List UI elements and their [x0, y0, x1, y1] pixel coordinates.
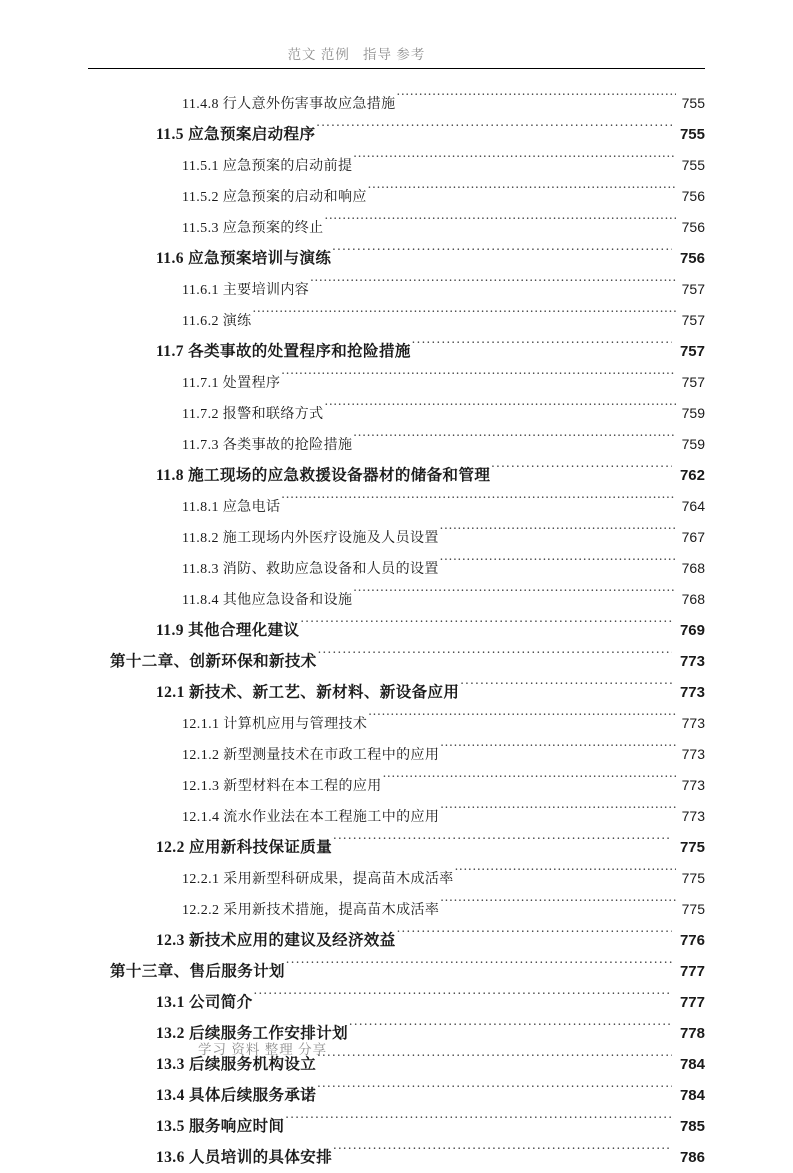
toc-entry[interactable] [0, 1142, 793, 1173]
toc-leader-dots [253, 309, 676, 325]
toc-entry-title: 11.9 其他合理化建议 [156, 622, 300, 639]
toc-leader-dots [460, 681, 672, 697]
toc-entry[interactable] [0, 367, 793, 398]
toc-leader-dots [281, 495, 676, 511]
toc-leader-dots [300, 619, 672, 635]
toc-entry-page-number: 759 [681, 436, 705, 452]
toc-entry[interactable] [0, 243, 793, 274]
header-rule [88, 68, 705, 69]
toc-entry-page-number: 775 [681, 901, 705, 917]
toc-entry-title: 11.7.2 报警和联络方式 [182, 407, 324, 422]
toc-entry[interactable] [0, 274, 793, 305]
toc-leader-dots [325, 402, 676, 418]
toc-entry-title: 11.5.2 应急预案的启动和响应 [182, 190, 367, 205]
header-watermark-text: 范文 范例 指导 参考 [287, 47, 426, 62]
toc-leader-dots [310, 278, 676, 294]
toc-entry-page-number: 755 [681, 95, 705, 111]
toc-leader-dots [397, 929, 672, 945]
toc-entry-page-number: 755 [681, 157, 705, 173]
toc-entry-title: 12.2 应用新科技保证质量 [156, 839, 333, 856]
toc-entry-title: 11.7.1 处置程序 [182, 376, 281, 391]
toc-leader-dots [383, 774, 676, 790]
toc-entry-title: 13.2 后续服务工作安排计划 [156, 1025, 349, 1042]
toc-entry[interactable] [0, 956, 793, 987]
toc-entry[interactable] [0, 491, 793, 522]
toc-entry-title: 11.5 应急预案启动程序 [156, 126, 316, 143]
toc-entry[interactable] [0, 1111, 793, 1142]
toc-entry-title: 11.8.3 消防、救助应急设备和人员的设置 [182, 562, 439, 577]
toc-entry-page-number: 764 [681, 498, 705, 514]
toc-leader-dots [440, 557, 676, 573]
toc-entry[interactable] [0, 460, 793, 491]
toc-entry[interactable] [0, 553, 793, 584]
toc-entry-page-number: 759 [681, 405, 705, 421]
toc-entry[interactable] [0, 770, 793, 801]
toc-leader-dots [455, 867, 676, 883]
toc-entry-page-number: 786 [679, 1149, 705, 1166]
toc-entry[interactable] [0, 398, 793, 429]
toc-entry-title: 11.5.1 应急预案的启动前提 [182, 159, 353, 174]
toc-entry-page-number: 773 [681, 715, 705, 731]
toc-leader-dots [440, 743, 676, 759]
toc-leader-dots [440, 526, 676, 542]
page-header [88, 46, 705, 69]
page-footer [88, 1038, 705, 1058]
toc-entry-title: 11.4.8 行人意外伤害事故应急措施 [182, 97, 396, 112]
toc-entry-page-number: 755 [679, 126, 705, 143]
toc-leader-dots [368, 712, 676, 728]
toc-entry[interactable] [0, 88, 793, 119]
toc-entry-title: 11.6 应急预案培训与演练 [156, 250, 332, 267]
toc-entry-page-number: 775 [679, 839, 705, 856]
toc-leader-dots [349, 1022, 672, 1038]
toc-leader-dots [440, 805, 676, 821]
toc-entry-title: 12.3 新技术应用的建议及经济效益 [156, 932, 396, 949]
toc-leader-dots [333, 1146, 672, 1162]
toc-entry-title: 第十三章、售后服务计划 [110, 963, 285, 980]
toc-entry[interactable] [0, 987, 793, 1018]
toc-entry[interactable] [0, 1080, 793, 1111]
toc-entry[interactable] [0, 894, 793, 925]
toc-leader-dots [318, 650, 672, 666]
toc-entry-page-number: 757 [681, 312, 705, 328]
toc-leader-dots [332, 247, 672, 263]
toc-leader-dots [368, 185, 676, 201]
toc-entry-page-number: 777 [679, 994, 705, 1011]
toc-leader-dots [254, 991, 672, 1007]
toc-entry-page-number: 767 [681, 529, 705, 545]
toc-entry-title: 11.6.1 主要培训内容 [182, 283, 310, 298]
toc-entry[interactable] [0, 119, 793, 150]
toc-leader-dots [325, 216, 676, 232]
toc-entry-title: 12.2.2 采用新技术措施，提高苗木成活率 [182, 903, 440, 918]
toc-entry-title: 13.1 公司简介 [156, 994, 253, 1011]
toc-entry-page-number: 776 [679, 932, 705, 949]
toc-entry-title: 11.7.3 各类事故的抢险措施 [182, 438, 353, 453]
toc-entry-page-number: 785 [679, 1118, 705, 1135]
toc-entry[interactable] [0, 212, 793, 243]
toc-entry[interactable] [0, 801, 793, 832]
toc-entry-title: 12.1.1 计算机应用与管理技术 [182, 717, 368, 732]
toc-entry-page-number: 768 [681, 591, 705, 607]
toc-entry[interactable] [0, 522, 793, 553]
toc-entry-title: 12.1.2 新型测量技术在市政工程中的应用 [182, 748, 440, 763]
footer-watermark-text: 学习 资料 整理 分享 [198, 1042, 328, 1057]
toc-entry-page-number: 784 [679, 1056, 705, 1073]
toc-leader-dots [353, 588, 676, 604]
toc-leader-dots [286, 960, 672, 976]
toc-leader-dots [440, 898, 676, 914]
toc-entry-title: 11.8.1 应急电话 [182, 500, 281, 515]
toc-entry-title: 11.8.2 施工现场内外医疗设施及人员设置 [182, 531, 439, 546]
toc-entry[interactable] [0, 336, 793, 367]
toc-leader-dots [333, 836, 672, 852]
toc-entry-title: 11.8.4 其他应急设备和设施 [182, 593, 353, 608]
toc-entry-title: 11.5.3 应急预案的终止 [182, 221, 324, 236]
toc-entry-title: 13.5 服务响应时间 [156, 1118, 285, 1135]
toc-leader-dots [281, 371, 676, 387]
toc-entry-page-number: 768 [681, 560, 705, 576]
toc-entry-title: 13.6 人员培训的具体安排 [156, 1149, 333, 1166]
toc-entry-page-number: 773 [681, 777, 705, 793]
toc-entry-title: 第十二章、创新环保和新技术 [110, 653, 317, 670]
toc-entry-page-number: 773 [679, 653, 705, 670]
toc-leader-dots [317, 1084, 672, 1100]
toc-entry-page-number: 784 [679, 1087, 705, 1104]
toc-entry-page-number: 777 [679, 963, 705, 980]
toc-entry[interactable] [0, 739, 793, 770]
toc-entry[interactable] [0, 646, 793, 677]
toc-entry[interactable] [0, 708, 793, 739]
toc-entry-title: 12.2.1 采用新型科研成果，提高苗木成活率 [182, 872, 454, 887]
toc-leader-dots [491, 464, 672, 480]
toc-entry-page-number: 769 [679, 622, 705, 639]
toc-entry-page-number: 756 [681, 188, 705, 204]
toc-entry[interactable] [0, 181, 793, 212]
toc-entry-page-number: 773 [681, 746, 705, 762]
toc-entry[interactable] [0, 677, 793, 708]
toc-entry[interactable] [0, 305, 793, 336]
toc-entry-page-number: 757 [681, 281, 705, 297]
toc-leader-dots [397, 92, 676, 108]
toc-entry[interactable] [0, 925, 793, 956]
toc-entry[interactable] [0, 863, 793, 894]
toc-entry-title: 11.6.2 演练 [182, 314, 252, 329]
toc-entry-page-number: 756 [679, 250, 705, 267]
toc-entry[interactable] [0, 584, 793, 615]
toc-entry-title: 12.1.3 新型材料在本工程的应用 [182, 779, 382, 794]
toc-entry-page-number: 757 [681, 374, 705, 390]
toc-entry-title: 13.4 具体后续服务承诺 [156, 1087, 317, 1104]
toc-entry[interactable] [0, 150, 793, 181]
toc-entry-title: 11.7 各类事故的处置程序和抢险措施 [156, 343, 411, 360]
toc-entry-page-number: 778 [679, 1025, 705, 1042]
toc-leader-dots [353, 433, 676, 449]
toc-entry[interactable] [0, 832, 793, 863]
toc-entry-page-number: 775 [681, 870, 705, 886]
toc-entry-title: 11.8 施工现场的应急救援设备器材的储备和管理 [156, 467, 491, 484]
toc-entry-page-number: 773 [681, 808, 705, 824]
table-of-contents [0, 88, 793, 1173]
toc-leader-dots [353, 154, 676, 170]
toc-leader-dots [285, 1115, 672, 1131]
toc-entry-title: 13.3 后续服务机构设立 [156, 1056, 317, 1073]
toc-entry-page-number: 773 [679, 684, 705, 701]
toc-entry[interactable] [0, 429, 793, 460]
toc-entry[interactable] [0, 615, 793, 646]
toc-entry-title: 12.1.4 流水作业法在本工程施工中的应用 [182, 810, 440, 825]
toc-entry-page-number: 756 [681, 219, 705, 235]
toc-leader-dots [316, 123, 672, 139]
toc-entry-title: 12.1 新技术、新工艺、新材料、新设备应用 [156, 684, 460, 701]
toc-entry-page-number: 757 [679, 343, 705, 360]
toc-entry-page-number: 762 [679, 467, 705, 484]
toc-leader-dots [412, 340, 672, 356]
